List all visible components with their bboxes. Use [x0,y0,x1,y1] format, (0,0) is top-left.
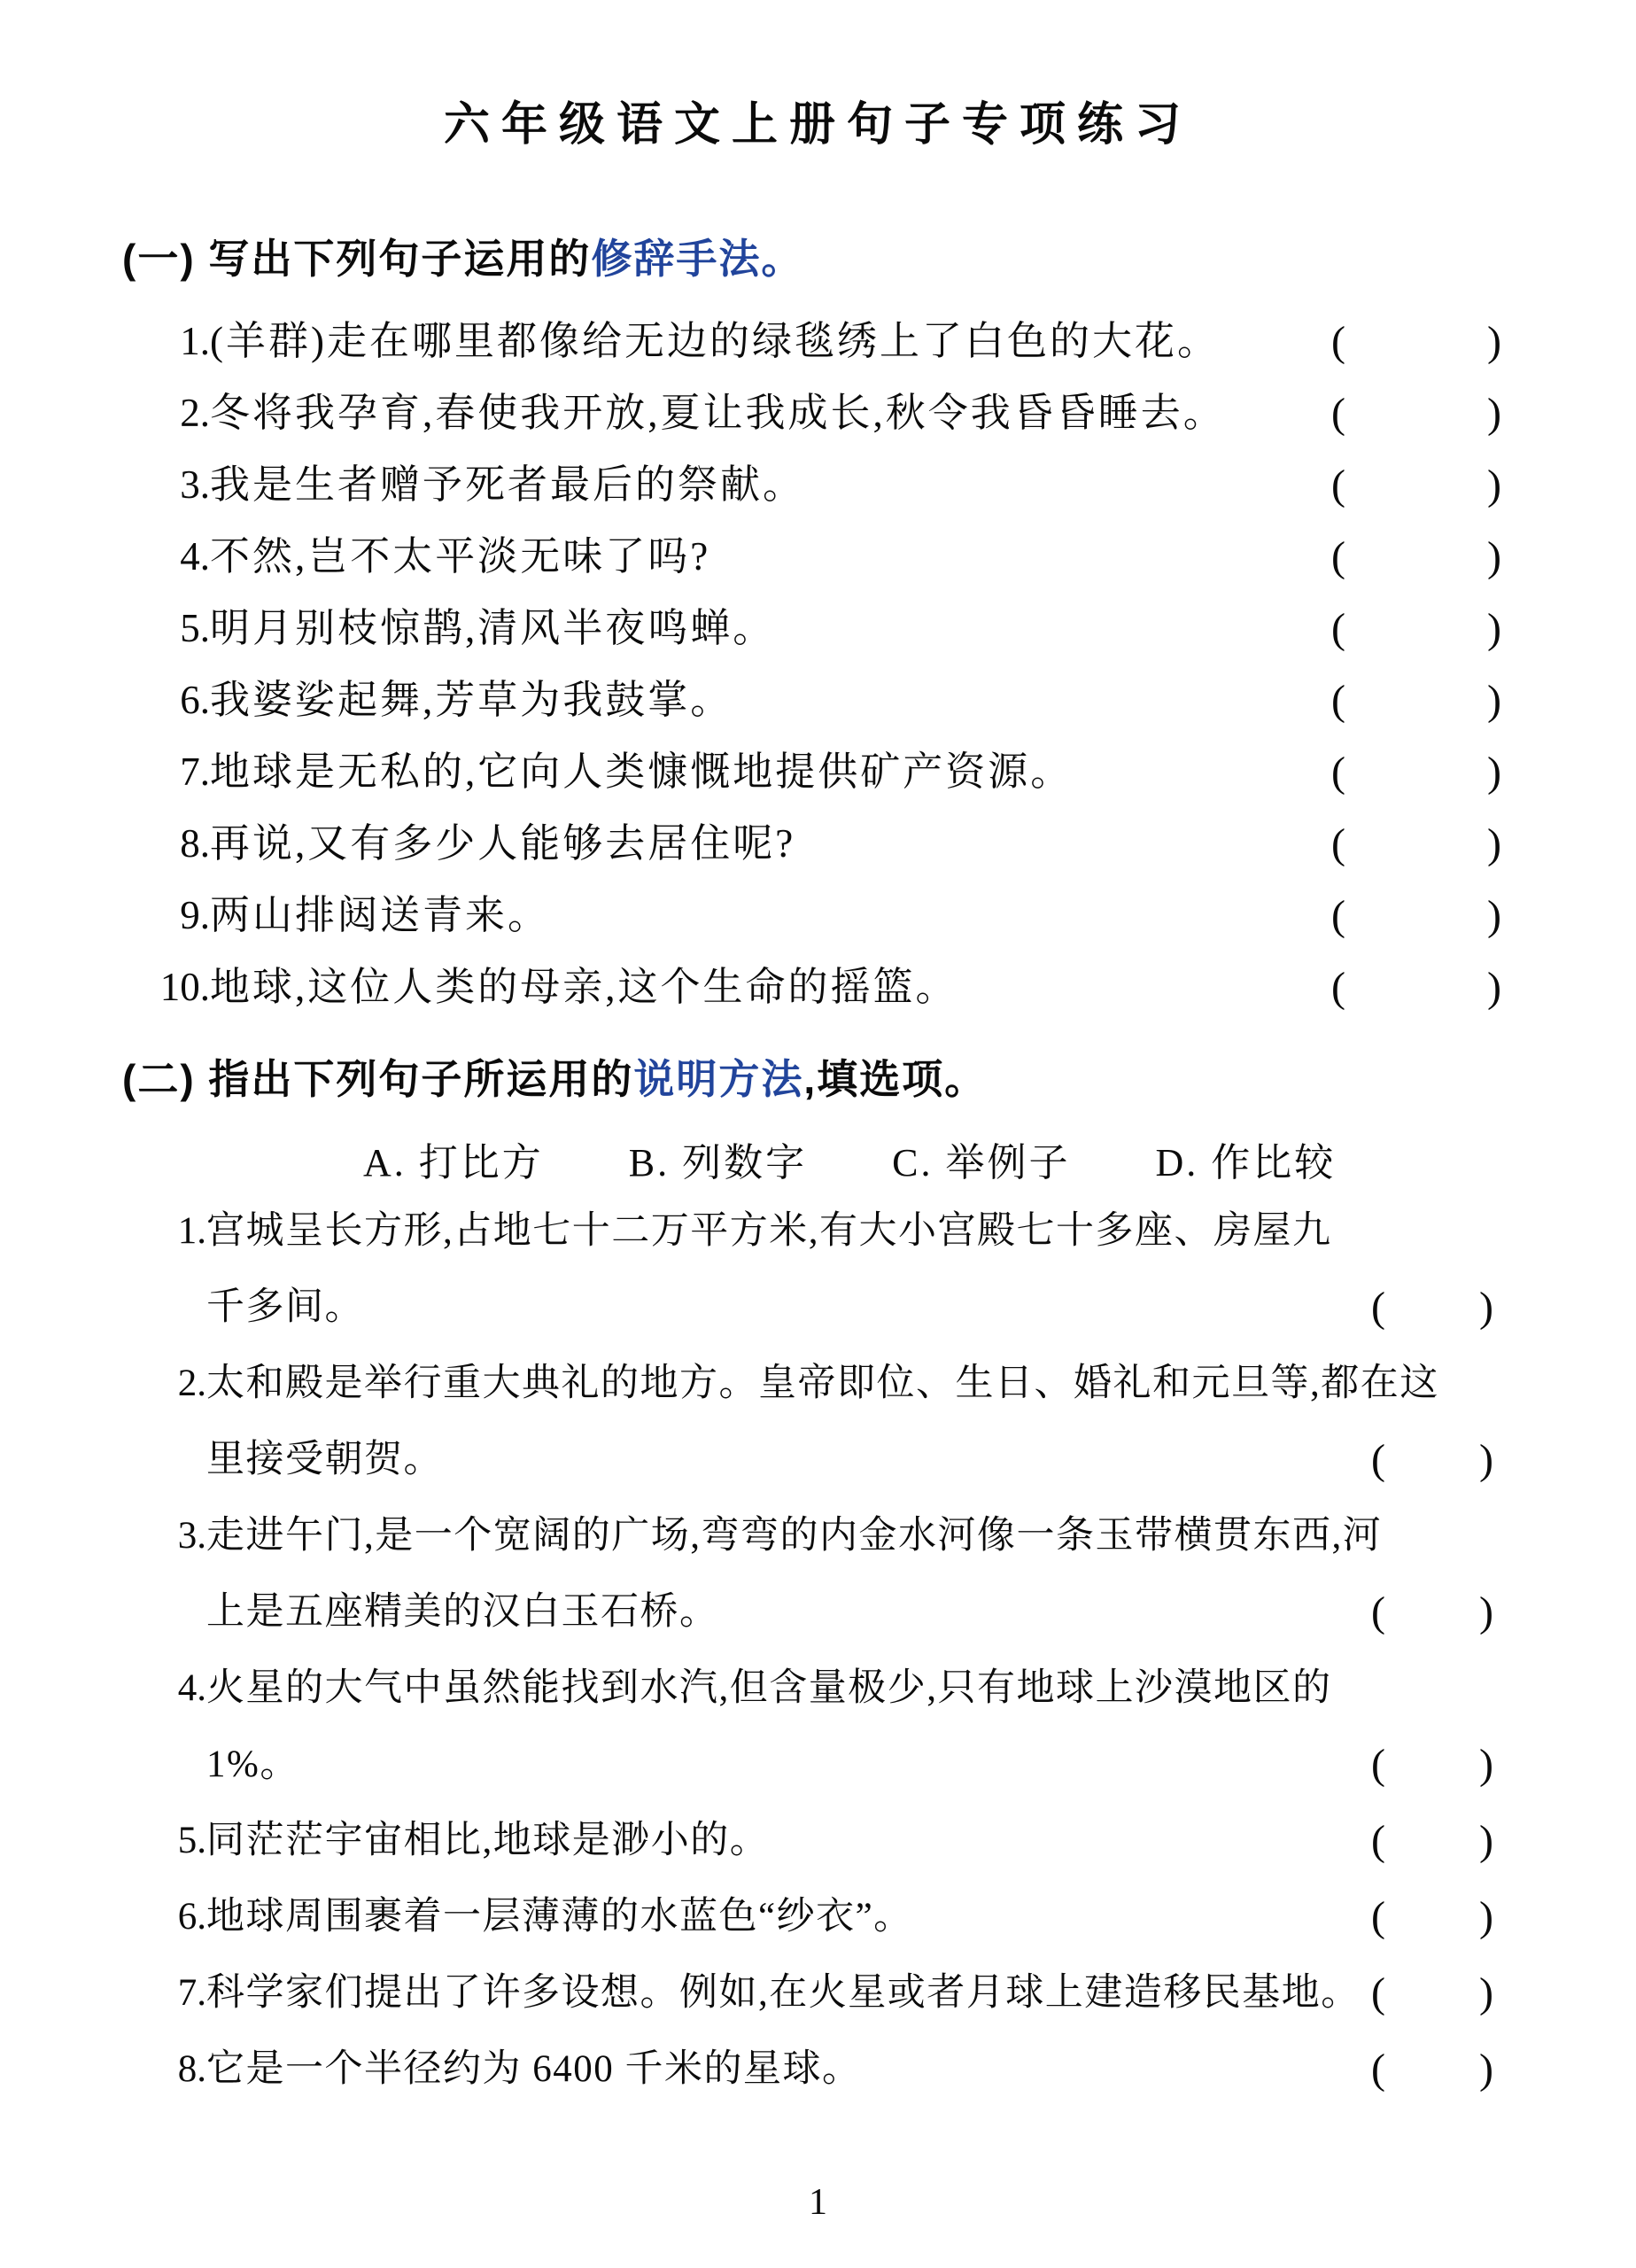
question-number: 10. [159,965,210,1009]
question-row [0,449,1636,521]
question-text: 千多间。 [206,1286,364,1328]
question-text: 1%。 [206,1744,299,1785]
question-number: 6. [180,678,210,722]
question-line [0,1879,1636,1955]
open-paren: ( [1331,820,1345,867]
explain-method-term-highlight: 说明方法 [633,1056,804,1102]
answer-blank [1331,593,1501,664]
answer-blank [1371,1422,1493,1498]
question-text: (羊群)走在哪里都像给无边的绿毯绣上了白色的大花。 [210,319,1220,363]
question-item [0,1879,1636,1955]
open-paren: ( [1331,964,1345,1011]
question-text: 我婆娑起舞,芳草为我鼓掌。 [210,678,733,722]
question-number: 4. [180,534,210,579]
answer-blank [1371,1270,1493,1346]
question-text: 同茫茫宇宙相比,地球是渺小的。 [206,1820,770,1861]
question-number: 8. [177,2048,206,2090]
answer-blank [1371,1727,1493,1803]
open-paren: ( [1371,2046,1385,2093]
section-1-heading-suffix: 。 [761,236,804,282]
section-1-heading [122,227,803,285]
close-paren: ) [1479,1741,1493,1788]
answer-blank [1331,736,1501,808]
section-2-heading-prefix: (二) 指出下列句子所运用的 [122,1056,634,1102]
question-line [0,1727,1636,1803]
page-number: 1 [809,2182,827,2223]
open-paren: ( [1371,1893,1385,1940]
question-number: 1. [177,1210,206,1252]
question-text: 走进午门,是一个宽阔的广场,弯弯的内金水河像一条玉带横贯东西,河 [206,1515,1383,1557]
question-line [0,2031,1636,2108]
question-line [0,1651,1636,1727]
question-line [0,1574,1636,1651]
open-paren: ( [1331,892,1345,939]
question-number: 5. [177,1820,206,1861]
answer-blank [1371,1955,1493,2031]
close-paren: ) [1479,1284,1493,1331]
question-text: 上是五座精美的汉白玉石桥。 [206,1591,719,1633]
answer-blank [1331,951,1501,1023]
question-text: 冬将我孕育,春使我开放,夏让我成长,秋令我昏昏睡去。 [210,391,1226,435]
open-paren: ( [1371,1741,1385,1788]
close-paren: ) [1487,892,1501,939]
close-paren: ) [1487,820,1501,867]
close-paren: ) [1479,1817,1493,1864]
question-text: 里接受朝贺。 [206,1439,443,1480]
answer-blank [1331,377,1501,449]
question-item [0,1193,1636,1346]
close-paren: ) [1479,1436,1493,1483]
answer-blank [1331,306,1501,377]
open-paren: ( [1331,533,1345,580]
close-paren: ) [1479,1969,1493,2016]
close-paren: ) [1487,390,1501,437]
question-number: 1. [180,319,210,363]
question-row [0,664,1636,736]
question-number: 2. [177,1363,206,1404]
close-paren: ) [1487,749,1501,796]
close-paren: ) [1479,1893,1493,1940]
question-row [0,306,1636,377]
option-a: A. 打比方 [363,1141,544,1184]
question-number: 4. [177,1667,206,1709]
question-text: 不然,岂不太平淡无味了吗? [210,534,711,579]
open-paren: ( [1371,1436,1385,1483]
open-paren: ( [1371,1284,1385,1331]
question-item [0,1651,1636,1803]
question-line [0,1193,1636,1270]
question-text: 火星的大气中虽然能找到水汽,但含量极少,只有地球上沙漠地区的 [206,1667,1332,1709]
question-text: 两山排闼送青来。 [210,893,551,937]
question-row [0,880,1636,951]
answer-blank [1331,449,1501,521]
close-paren: ) [1487,677,1501,724]
question-number: 3. [177,1515,206,1557]
choice-options-row [363,1125,1336,1201]
question-text: 我是生者赠予死者最后的祭献。 [210,462,806,507]
open-paren: ( [1371,1817,1385,1864]
close-paren: ) [1479,2046,1493,2093]
section-2-heading [122,1047,987,1106]
question-text: 它是一个半径约为 6400 千米的星球。 [206,2048,862,2090]
section-2-question-list [0,1193,1636,2108]
question-number: 7. [180,750,210,794]
answer-blank [1371,2031,1493,2108]
question-item [0,1803,1636,1879]
section-1-heading-prefix: (一) 写出下列句子运用的 [122,236,592,282]
question-item [0,2031,1636,2108]
answer-blank [1331,808,1501,880]
worksheet-title: 六年级语文上册句子专项练习 [443,100,1192,151]
question-text: 明月别枝惊鹊,清风半夜鸣蝉。 [210,606,776,650]
close-paren: ) [1487,318,1501,365]
option-d: D. 作比较 [1155,1141,1337,1184]
section-1-question-list [0,306,1636,1023]
question-number: 2. [180,391,210,435]
answer-blank [1331,664,1501,736]
question-text: 地球,这位人类的母亲,这个生命的摇篮。 [210,965,958,1009]
open-paren: ( [1371,1969,1385,2016]
option-c: C. 举例子 [892,1141,1071,1184]
question-line [0,1422,1636,1498]
rhetoric-term-highlight: 修辞手法 [591,236,762,282]
question-row [0,808,1636,880]
question-row [0,736,1636,808]
question-row [0,521,1636,593]
close-paren: ) [1487,964,1501,1011]
question-number: 3. [180,462,210,507]
question-row [0,593,1636,664]
option-b: B. 列数字 [628,1141,808,1184]
open-paren: ( [1331,749,1345,796]
open-paren: ( [1371,1588,1385,1635]
question-line [0,1270,1636,1346]
question-row [0,951,1636,1023]
answer-blank [1371,1803,1493,1879]
question-text: 宫城呈长方形,占地七十二万平方米,有大小宫殿七十多座、房屋九 [206,1210,1332,1252]
open-paren: ( [1331,605,1345,652]
close-paren: ) [1487,605,1501,652]
question-text: 科学家们提出了许多设想。例如,在火星或者月球上建造移民基地。 [206,1972,1361,2014]
close-paren: ) [1487,462,1501,509]
close-paren: ) [1479,1588,1493,1635]
open-paren: ( [1331,462,1345,509]
answer-blank [1331,880,1501,951]
close-paren: ) [1487,533,1501,580]
question-number: 9. [180,893,210,937]
question-text: 再说,又有多少人能够去居住呢? [210,821,796,866]
question-item [0,1498,1636,1651]
question-line [0,1346,1636,1422]
question-line [0,1803,1636,1879]
answer-blank [1331,521,1501,593]
question-number: 8. [180,821,210,866]
question-number: 6. [177,1896,206,1938]
open-paren: ( [1331,390,1345,437]
question-line [0,1498,1636,1574]
question-number: 7. [177,1972,206,2014]
open-paren: ( [1331,318,1345,365]
question-text: 太和殿是举行重大典礼的地方。皇帝即位、生日、婚礼和元旦等,都在这 [206,1363,1439,1404]
answer-blank [1371,1879,1493,1955]
question-text: 地球周围裹着一层薄薄的水蓝色“纱衣”。 [206,1896,913,1938]
question-item [0,1955,1636,2031]
question-row [0,377,1636,449]
question-text: 地球是无私的,它向人类慷慨地提供矿产资源。 [210,750,1074,794]
question-number: 5. [180,606,210,650]
answer-blank [1371,1574,1493,1651]
question-item [0,1346,1636,1498]
section-2-heading-suffix: ,填选项。 [803,1056,988,1102]
open-paren: ( [1331,677,1345,724]
question-line [0,1955,1636,2031]
